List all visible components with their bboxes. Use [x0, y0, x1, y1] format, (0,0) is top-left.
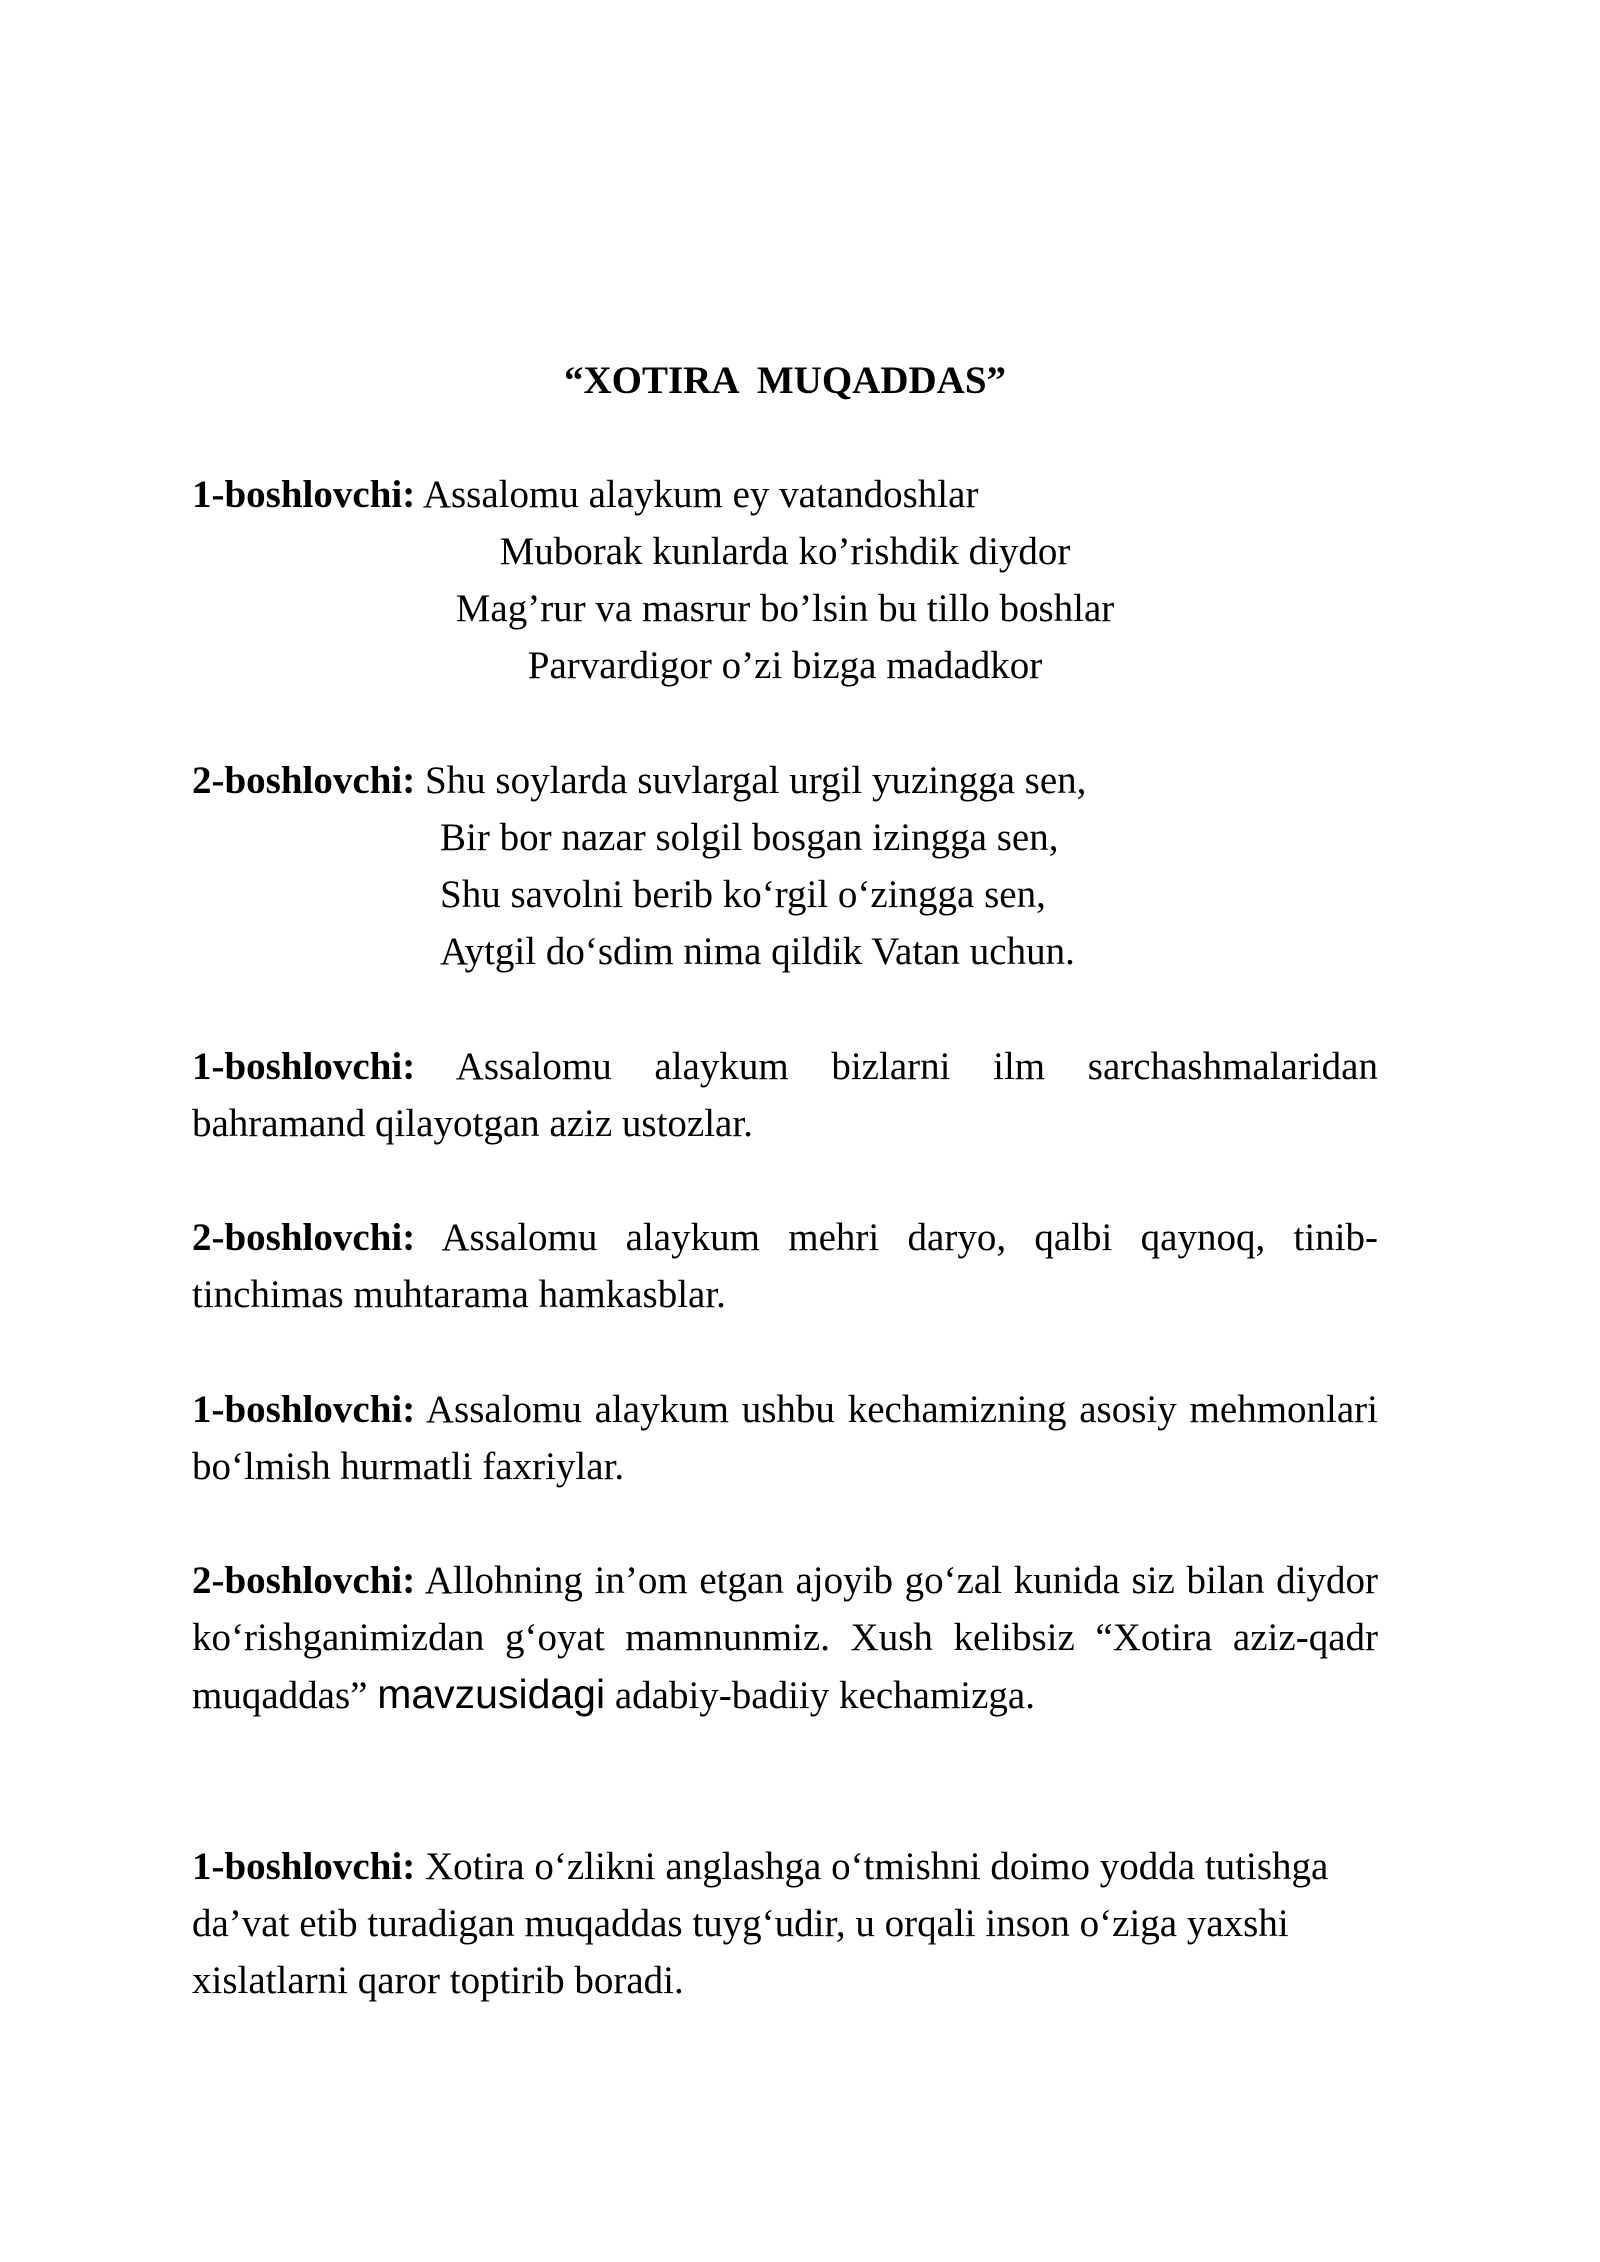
stanza-2-line-2: Bir bor nazar solgil bosgan izingga sen, [440, 816, 1059, 859]
document-title: “XOTIRA MUQADDAS” [563, 359, 1007, 402]
paragraph-text: Assalomu alaykum bizlarni ilm sarchashmalaridan bahramand qilayotgan aziz ustozlar. [192, 1045, 1378, 1145]
verse-text: Shu soylarda suvlargal urgil yuzingga sen, [424, 759, 1087, 802]
speaker-label: 1-boshlovchi: [192, 473, 416, 516]
stanza-1 [192, 466, 1378, 694]
paragraph-1 [192, 1038, 1378, 1152]
stanza-1-line-3: Mag’rur va masrur bo’lsin bu tillo boshlar [455, 587, 1115, 630]
paragraph-text-end: adabiy-badiiy kechamizga. [614, 1674, 1035, 1717]
paragraph-text: Allohning in’om etgan ajoyib go‘zal kunida siz bilan diydor ko‘rishganimizdan g‘oyat mamnunmiz. Xush kelibsiz “Xotira aziz-qadr muqaddas” [192, 1559, 1378, 1717]
stanza-1-line-1 [192, 466, 1378, 523]
speaker-label: 1-boshlovchi: [192, 1388, 416, 1431]
stanza-2-line-3: Shu savolni berib ko‘rgil o‘zingga sen, [440, 873, 1046, 916]
speaker-label: 2-boshlovchi: [192, 759, 416, 802]
speaker-label: 2-boshlovchi: [192, 1216, 416, 1259]
stanza-2-line-1 [192, 752, 1378, 809]
paragraph-4 [192, 1552, 1378, 1724]
paragraph-5 [192, 1838, 1342, 2009]
paragraph-text: Xotira o‘zlikni anglashga o‘tmishni doimo yodda tutishga da’vat etib turadigan muqaddas tuyg‘udir, u orqali inson o‘ziga yaxshi xislatlarni qaror toptirib boradi. [192, 1845, 1329, 2002]
stanza-2-line-4: Aytgil do‘sdim nima qildik Vatan uchun. [440, 930, 1075, 973]
stanza-1-line-4: Parvardigor o’zi bizga madadkor [527, 644, 1043, 687]
stanza-2 [192, 752, 1378, 980]
speaker-label: 1-boshlovchi: [192, 1045, 416, 1088]
stanza-1-line-2: Muborak kunlarda ko’rishdik diydor [499, 530, 1071, 573]
speaker-label: 2-boshlovchi: [192, 1559, 416, 1602]
paragraph-text: Assalomu alaykum ushbu kechamizning asosiy mehmonlari bo‘lmish hurmatli faxriylar. [192, 1388, 1378, 1488]
paragraph-text-sans: mavzusidagi [377, 1671, 606, 1717]
paragraph-2 [192, 1209, 1378, 1323]
paragraph-text: Assalomu alaykum mehri daryo, qalbi qaynoq, tinib-tinchimas muhtarama hamkasblar. [192, 1216, 1378, 1316]
paragraph-3 [192, 1381, 1378, 1495]
speaker-label: 1-boshlovchi: [192, 1845, 416, 1888]
verse-text: Assalomu alaykum ey vatandoshlar [422, 473, 979, 516]
